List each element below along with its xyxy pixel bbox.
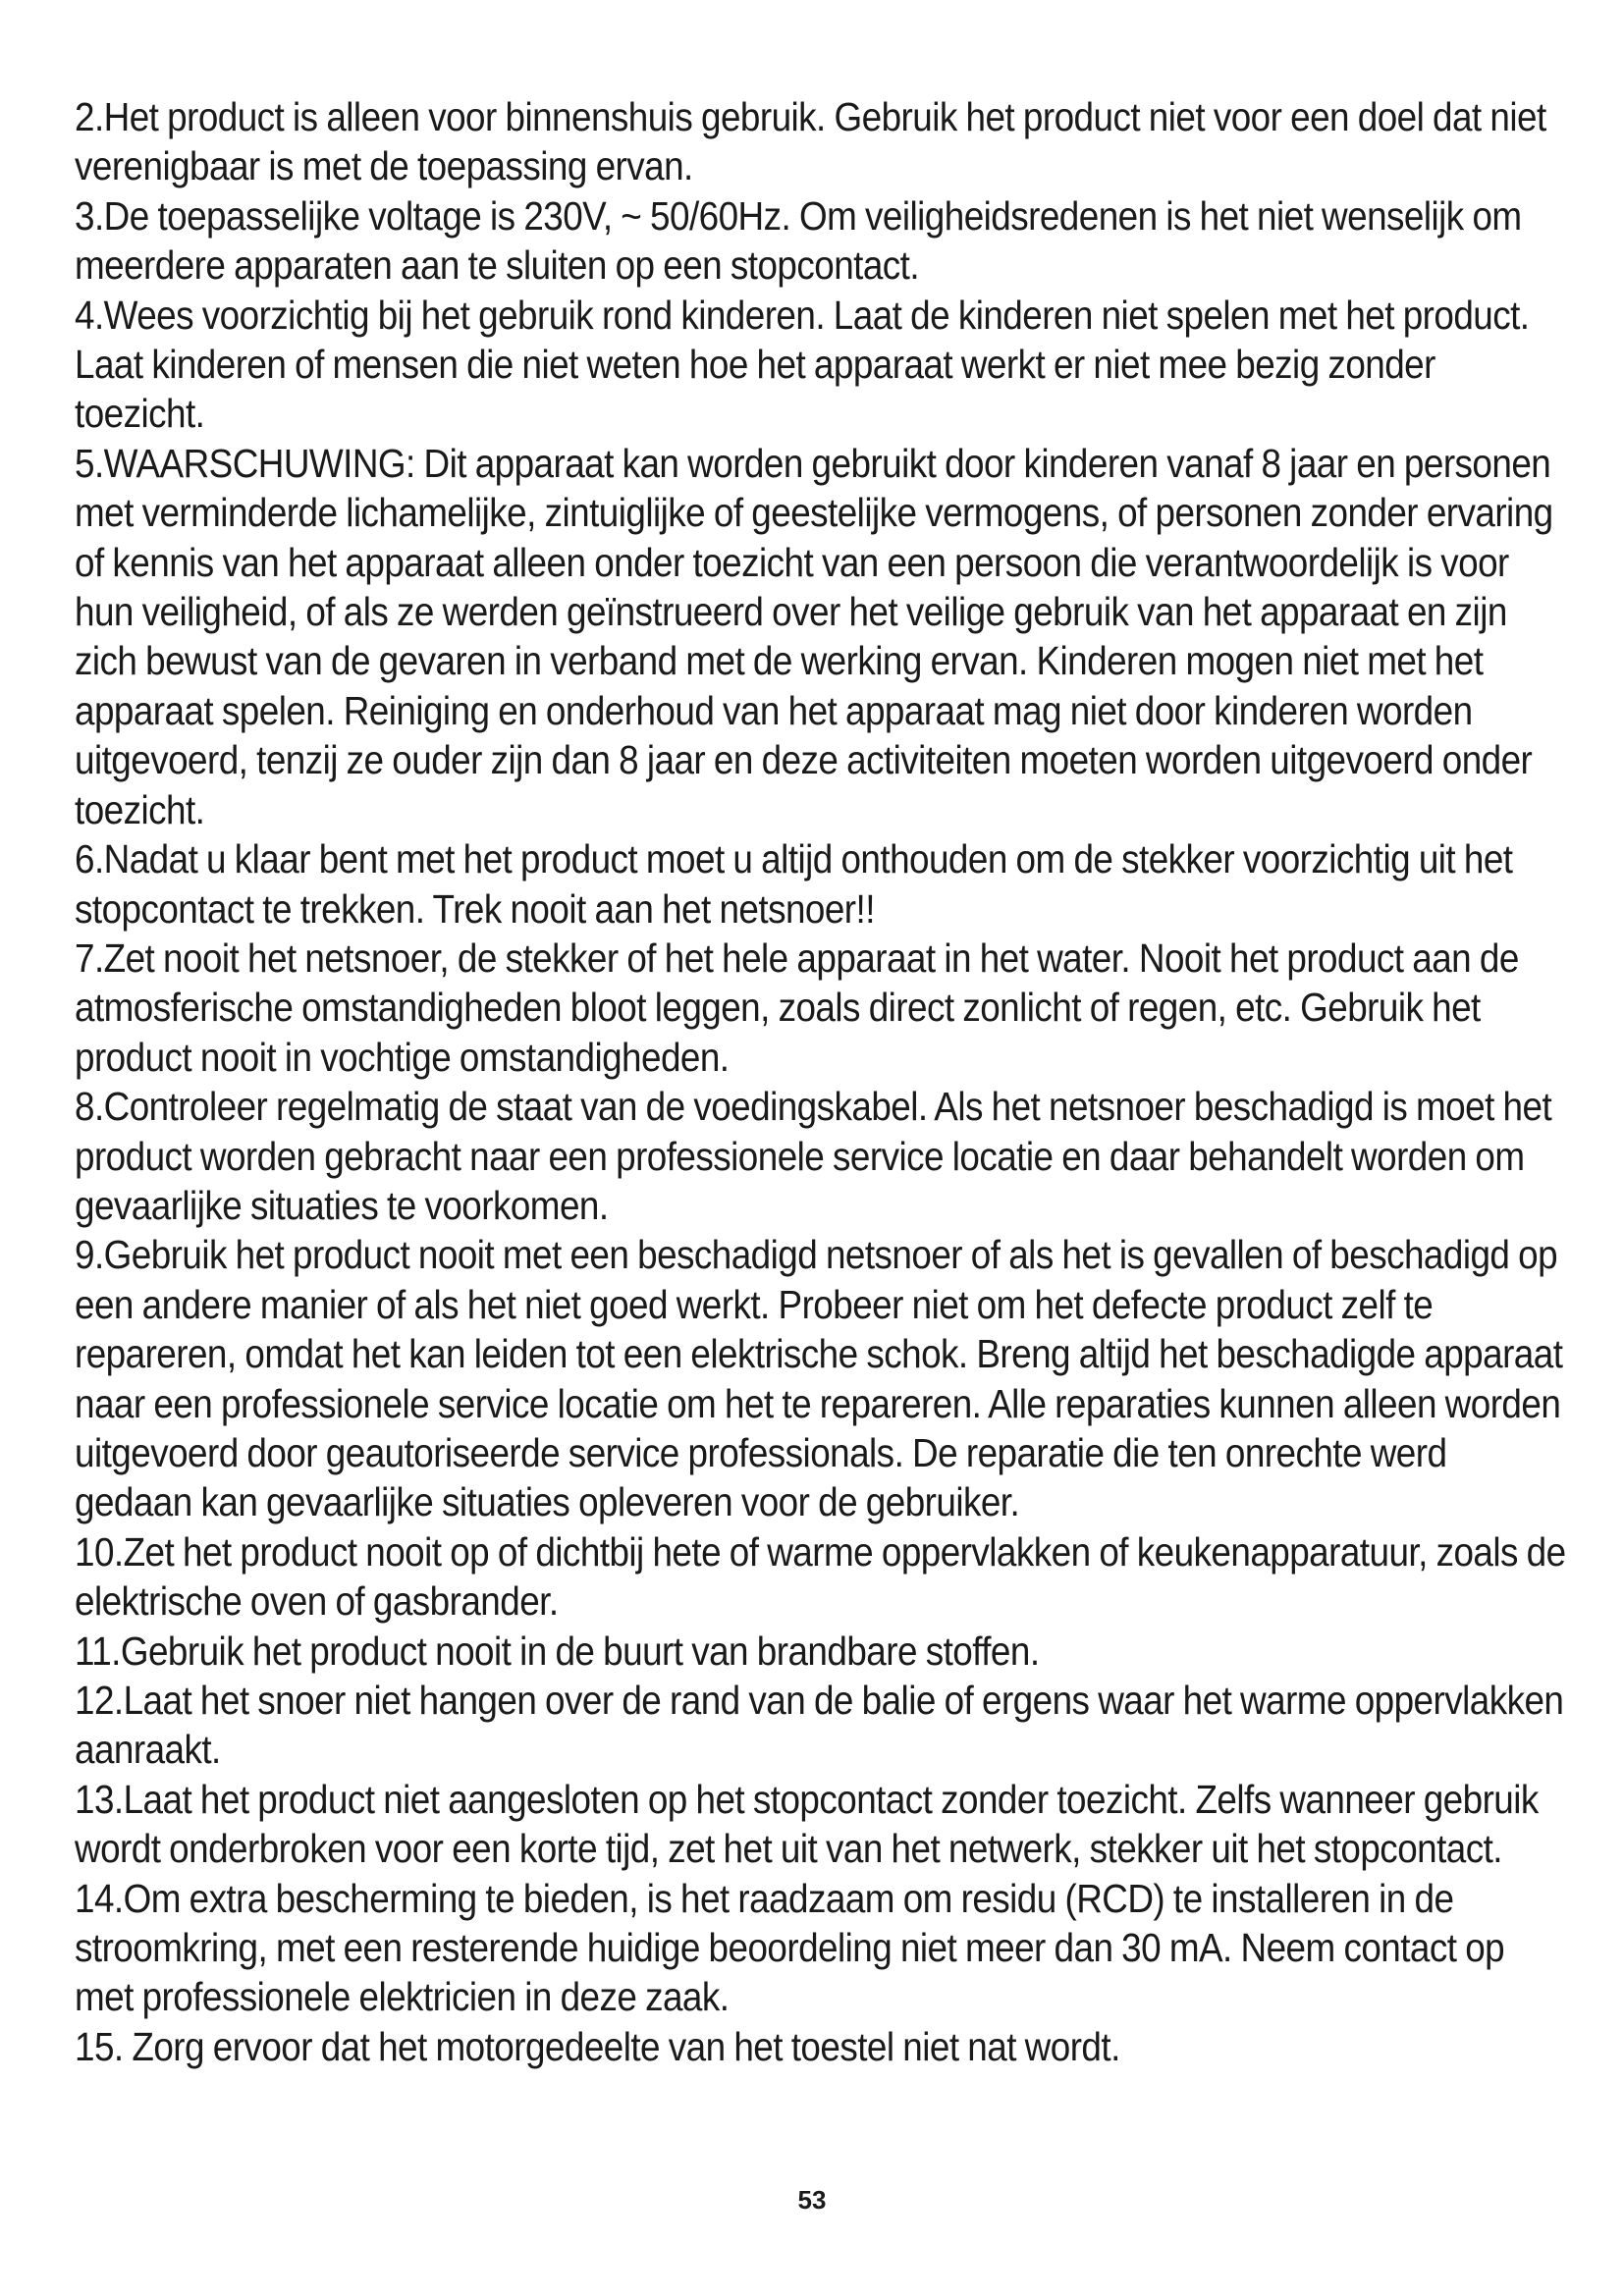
instruction-item-12: 12.Laat het snoer niet hangen over de rand van de balie of ergens waar het warme oppervlakken aanraakt. bbox=[75, 1678, 1564, 1773]
instruction-item-5: 5.WAARSCHUWING: Dit apparaat kan worden gebruikt door kinderen vanaf 8 jaar en personen met verminderde lichamelijke, zintuiglijke of geestelijke vermogens, of personen zonder ervaring of kennis van het apparaat alleen onder toezicht van een persoon die verantwoordelijk is voor hun veiligheid, of als ze werden geïnstrueerd over het veilige gebruik van het apparaat en zijn zich bewust van de gevaren in verband met de werking ervan. Kinderen mogen niet met het apparaat spelen. Reiniging en onderhoud van het apparaat mag niet door kinderen worden uitgevoerd, tenzij ze ouder zijn dan 8 jaar en deze activiteiten moeten worden uitgevoerd onder toezicht. bbox=[75, 440, 1553, 832]
instruction-item-7: 7.Zet nooit het netsnoer, de stekker of het hele apparaat in het water. Nooit het product aan de atmosferische omstandigheden bloot leggen, zoals direct zonlicht of regen, etc. Gebruik het product nooit in vochtige omstandigheden. bbox=[75, 934, 1519, 1080]
instruction-item-14: 14.Om extra bescherming te bieden, is het raadzaam om residu (RCD) te installeren in de stroomkring, met een resterende huidige beoordeling niet meer dan 30 mA. Neem contact op met professionele elektricien in deze zaak. bbox=[75, 1875, 1505, 2020]
instruction-item-15: 15. Zorg ervoor dat het motorgedeelte van het toestel niet nat wordt. bbox=[75, 2023, 1120, 2069]
instruction-item-10: 10.Zet het product nooit op of dichtbij hete of warme oppervlakken of keukenapparatuur, zoals de elektrische oven of gasbrander. bbox=[75, 1528, 1566, 1625]
safety-instructions-list bbox=[75, 92, 1567, 2071]
instruction-item-11: 11.Gebruik het product nooit in de buurt van brandbare stoffen. bbox=[75, 1628, 1040, 1674]
page-number: 53 bbox=[797, 2185, 827, 2215]
instruction-item-6: 6.Nadat u klaar bent met het product moet u altijd onthouden om de stekker voorzichtig uit het stopcontact te trekken. Trek nooit aan het netsnoer!! bbox=[75, 836, 1513, 932]
instruction-item-13: 13.Laat het product niet aangesloten op het stopcontact zonder toezicht. Zelfs wanneer gebruik wordt onderbroken voor een korte tijd, zet het uit van het netwerk, stekker uit het stopcontact. bbox=[75, 1776, 1539, 1872]
instruction-item-2: 2.Het product is alleen voor binnenshuis gebruik. Gebruik het product niet voor een doel dat niet verenigbaar is met de toepassing ervan. bbox=[75, 94, 1546, 189]
instruction-item-4: 4.Wees voorzichtig bij het gebruik rond kinderen. Laat de kinderen niet spelen met het product. Laat kinderen of mensen die niet weten hoe het apparaat werkt er niet mee bezig zonder toezicht. bbox=[75, 292, 1530, 437]
instruction-item-8: 8.Controleer regelmatig de staat van de voedingskabel. Als het netsnoer beschadigd is moet het product worden gebracht naar een professionele service locatie en daar behandelt worden om gevaarlijke situaties te voorkomen. bbox=[75, 1084, 1552, 1228]
instruction-item-9: 9.Gebruik het product nooit met een beschadigd netsnoer of als het is gevallen of beschadigd op een andere manier of als het niet goed werkt. Probeer niet om het defecte product zelf te repareren, omdat het kan leiden tot een elektrische schok. Breng altijd het beschadigde apparaat naar een professionele service locatie om het te repareren. Alle reparaties kunnen alleen worden uitgevoerd door geautoriseerde service professionals. De reparatie die ten onrechte werd gedaan kan gevaarlijke situaties opleveren voor de gebruiker. bbox=[75, 1232, 1563, 1525]
instruction-item-3: 3.De toepasselijke voltage is 230V, ~ 50/60Hz. Om veiligheidsredenen is het niet wenselijk om meerdere apparaten aan te sluiten op een stopcontact. bbox=[75, 192, 1522, 289]
